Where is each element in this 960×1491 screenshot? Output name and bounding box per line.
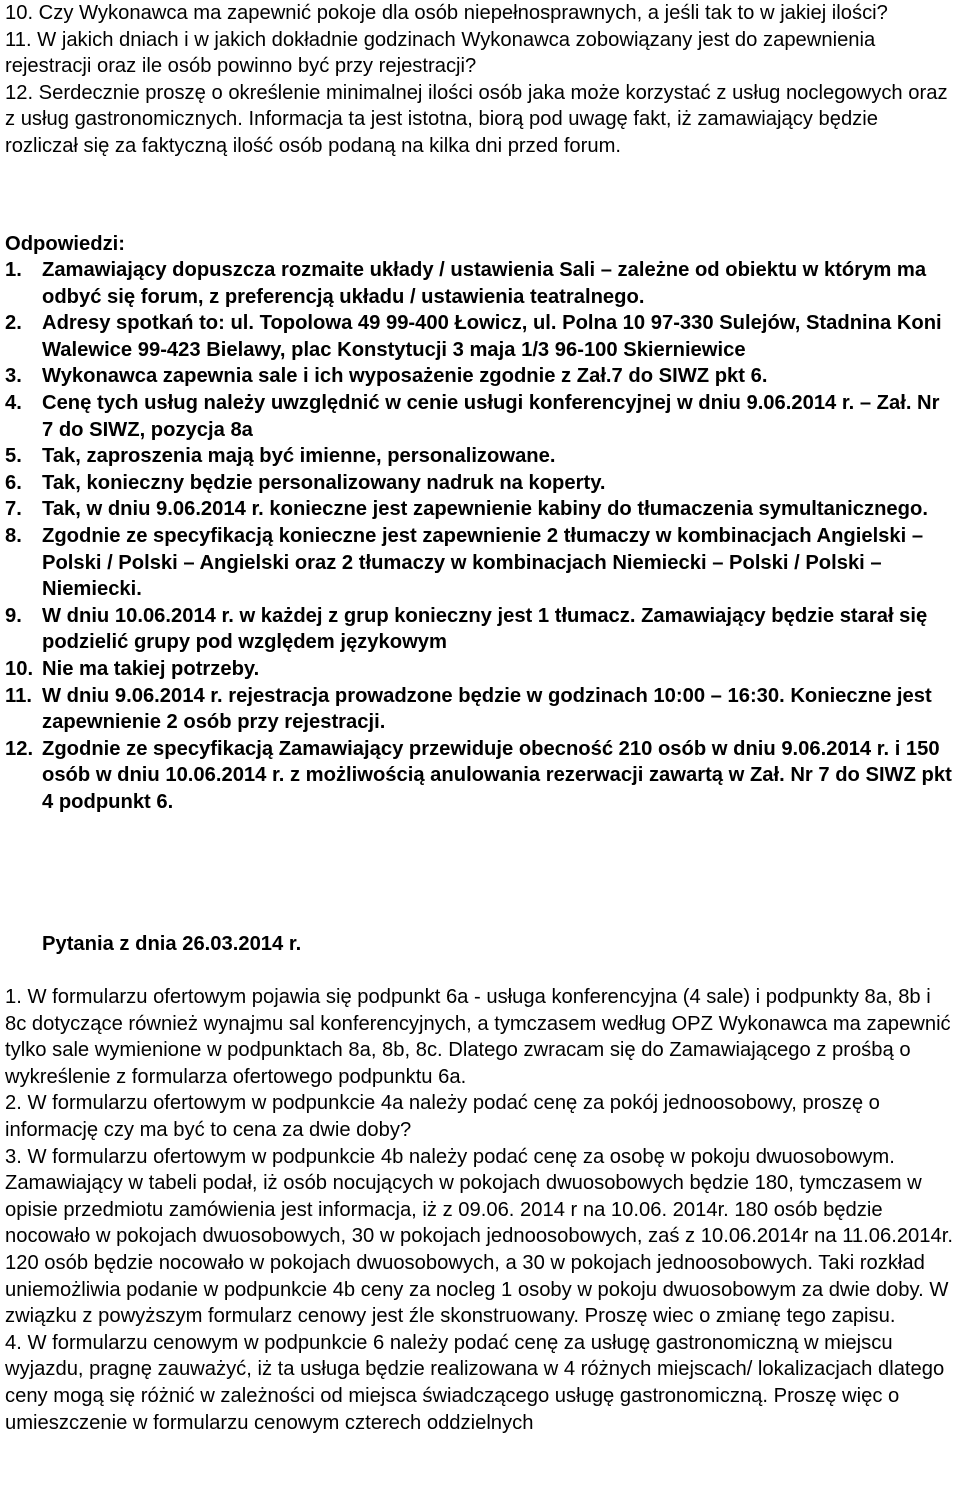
answer-number: 1. <box>5 259 22 281</box>
answer-item <box>5 603 955 656</box>
question-12: 12. Serdecznie proszę o określenie minimalnej ilości osób jaka może korzystać z usług noclegowych oraz z usług gastronomicznych. Informacja ta jest istotna, biorą pod uwagę fakt, iż zamawiający będzie rozliczał się za faktyczną ilość osób podaną na kilka dni przed forum. <box>5 81 948 157</box>
answer-item <box>5 470 955 497</box>
answer-text: Zgodnie ze specyfikacją Zamawiający przewiduje obecność 210 osób w dniu 9.06.2014 r. i 150 osób w dniu 10.06.2014 r. z możliwością anulowania rezerwacji zawartą w Zał. Nr 7 do SIWZ pkt 4 podpunkt 6. <box>42 737 952 813</box>
answer-number: 2. <box>5 312 22 335</box>
question-3: 3. W formularzu ofertowym w podpunkcie 4b należy podać cenę za osobę w pokoju dwuosobowym. Zamawiający w tabeli podał, iż osób nocujących w pokojach dwuosobowych będzie 180, tymczasem w opisie przedmiotu zamówienia jest informacja, iż z 09.06. 2014 r na 10.06. 2014r. 180 osób będzie nocowało w pokojach dwuosobowych, 30 w pokojach jednoosobowych, zaś z 10.06.2014r na 11.06.2014r. 120 osób będzie nocowało w pokojach dwuosobowych, a 30 w pokojach jednoosobowych. Taki rozkład uniemożliwia podanie w podpunkcie 4b ceny za nocleg 1 osoby w pokoju dwuosobowym za dwie doby. W związku z powyższym formularz cenowy jest źle skonstruowany. Proszę wiec o zmianę tego zapisu. <box>5 1145 953 1328</box>
answer-text: Tak, zaproszenia mają być imienne, personalizowane. <box>42 445 556 468</box>
question-1: 1. W formularzu ofertowym pojawia się podpunkt 6a - usługa konferencyjna (4 sale) i podpunkty 8a, 8b i 8c dotyczące również wynajmu sal konferencyjnych, a tymczasem według OPZ Wykonawca ma zapewnić tylko sale wymienione w podpunktach 8a, 8b, 8c. Dlatego zwracam się do Zamawiającego z prośbą o wykreślenie z formularza ofertowego podpunktu 6a. <box>5 986 951 1088</box>
answer-number: 11. <box>5 684 32 707</box>
answer-number: 9. <box>5 604 22 627</box>
answer-number: 6. <box>5 471 22 494</box>
answer-number: 3. <box>5 365 22 388</box>
answer-text: Tak, konieczny będzie personalizowany nadruk na koperty. <box>42 471 606 494</box>
answer-number: 12. <box>5 737 34 760</box>
answer-number: 5. <box>5 445 22 468</box>
section-heading: Pytania z dnia 26.03.2014 r. <box>42 933 302 955</box>
answer-text: Tak, w dniu 9.06.2014 r. konieczne jest zapewnienie kabiny do tłumaczenia symultanicznego. <box>42 498 928 521</box>
answer-text: Adresy spotkań to: ul. Topolowa 49 99-400 Łowicz, ul. Polna 10 97-330 Sulejów, Stadnina Koni Walewice 99-423 Bielawy, plac Konstytucji 3 maja 1/3 96-100 Skierniewice <box>42 312 942 361</box>
answers-heading: Odpowiedzi: <box>5 233 125 255</box>
answer-item <box>5 443 955 470</box>
question-11: 11. W jakich dniach i w jakich dokładnie godzinach Wykonawca zobowiązany jest do zapewnienia rejestracji oraz ile osób powinno być przy rejestracji? <box>5 28 876 78</box>
question-2: 2. W formularzu ofertowym w podpunkcie 4a należy podać cenę za pokój jednoosobowy, proszę o informację czy ma być to cena za dwie doby? <box>5 1092 880 1141</box>
answer-number: 8. <box>5 524 22 547</box>
answer-text: W dniu 9.06.2014 r. rejestracja prowadzone będzie w godzinach 10:00 – 16:30. Konieczne jest zapewnienie 2 osób przy rejestracji. <box>42 684 932 734</box>
answer-number: 4. <box>5 391 22 414</box>
answer-item <box>5 683 955 736</box>
answer-item <box>5 363 955 390</box>
answer-item <box>5 390 955 443</box>
answer-text: Cenę tych usług należy uwzględnić w cenie usługi konferencyjnej w dniu 9.06.2014 r. – Zał. Nr 7 do SIWZ, pozycja 8a <box>42 391 940 441</box>
answer-item <box>5 656 955 683</box>
questions-top <box>5 0 955 160</box>
answer-item <box>5 310 955 363</box>
questions-bottom <box>5 984 955 1436</box>
answer-item <box>5 736 955 816</box>
answer-item <box>5 257 955 310</box>
answer-text: Nie ma takiej potrzeby. <box>42 657 260 680</box>
answer-text: W dniu 10.06.2014 r. w każdej z grup konieczny jest 1 tłumacz. Zamawiający będzie starał się podzielić grupy pod względem językowym <box>42 604 928 654</box>
question-4: 4. W formularzu cenowym w podpunkcie 6 należy podać cenę za usługę gastronomiczną w miejscu wyjazdu, pragnę zauważyć, iż ta usługa będzie realizowana w 4 różnych miejscach/ lokalizacjach dlatego ceny mogą się różnić w zależności od miejsca świadczącego usługę gastronomiczną. Proszę więc o umieszczenie w formularzu cenowym czterech oddzielnych <box>5 1331 945 1434</box>
answer-number: 7. <box>5 498 22 521</box>
answer-text: Zgodnie ze specyfikacją konieczne jest zapewnienie 2 tłumaczy w kombinacjach Angielski – Polski / Polski – Angielski oraz 2 tłumaczy w kombinacjach Niemiecki – Polski / Polski – Niemiecki. <box>42 524 924 601</box>
answer-item <box>5 523 955 603</box>
answers-list <box>5 257 955 815</box>
answer-text: Wykonawca zapewnia sale i ich wyposażenie zgodnie z Zał.7 do SIWZ pkt 6. <box>42 365 768 388</box>
answer-number: 10. <box>5 657 34 680</box>
question-10: 10. Czy Wykonawca ma zapewnić pokoje dla osób niepełnosprawnych, a jeśli tak to w jakiej ilości? <box>5 2 888 24</box>
answer-text: Zamawiający dopuszcza rozmaite układy / ustawienia Sali – zależne od obiektu w którym ma odbyć się forum, z preferencją układu / ustawienia teatralnego. <box>42 259 927 308</box>
answer-item <box>5 496 955 523</box>
